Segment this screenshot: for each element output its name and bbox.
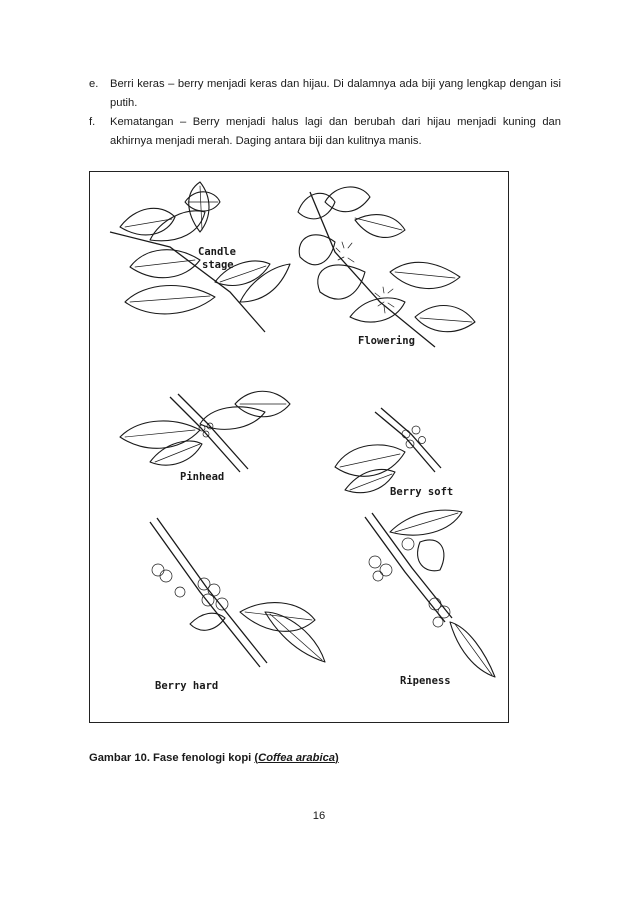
label-berry-soft: Berry soft (390, 486, 454, 498)
caption-prefix: Gambar 10. Fase fenologi kopi (89, 752, 255, 764)
label-candle-stage-2: stage (202, 259, 234, 271)
list-item-text: Kematangan – Berry menjadi halus lagi dan berubah dari hijau menjadi kuning dan akhirnya menjadi merah. Daging antara biji dan kulitnya manis. (110, 116, 561, 147)
list-marker: f. (89, 116, 96, 128)
pinhead-sketch (120, 391, 290, 472)
berry-soft-sketch (335, 408, 441, 493)
phenology-illustration (90, 172, 510, 724)
berry-hard-sketch (150, 518, 325, 667)
caption-close-paren: ) (335, 752, 339, 764)
page-number: 16 (312, 810, 326, 822)
ripeness-sketch (365, 510, 495, 677)
stage-description-list (89, 75, 561, 151)
label-flowering: Flowering (358, 335, 415, 347)
list-marker: e. (89, 78, 99, 90)
caption-species: Coffea arabica (258, 752, 336, 764)
phenology-figure (89, 171, 509, 723)
figure-caption (89, 752, 339, 764)
label-ripeness: Ripeness (400, 675, 451, 687)
label-pinhead: Pinhead (180, 471, 225, 483)
list-item-text: Berri keras – berry menjadi keras dan hijau. Di dalamnya ada biji yang lengkap dengan isi putih. (110, 78, 561, 109)
label-candle-stage-1: Candle (198, 246, 236, 258)
flowering-sketch (298, 187, 475, 347)
list-item-ripeness (89, 113, 561, 151)
list-item-berry-hard (89, 75, 561, 113)
caption-open-paren: ( (254, 752, 259, 764)
label-berry-hard: Berry hard (155, 680, 219, 692)
